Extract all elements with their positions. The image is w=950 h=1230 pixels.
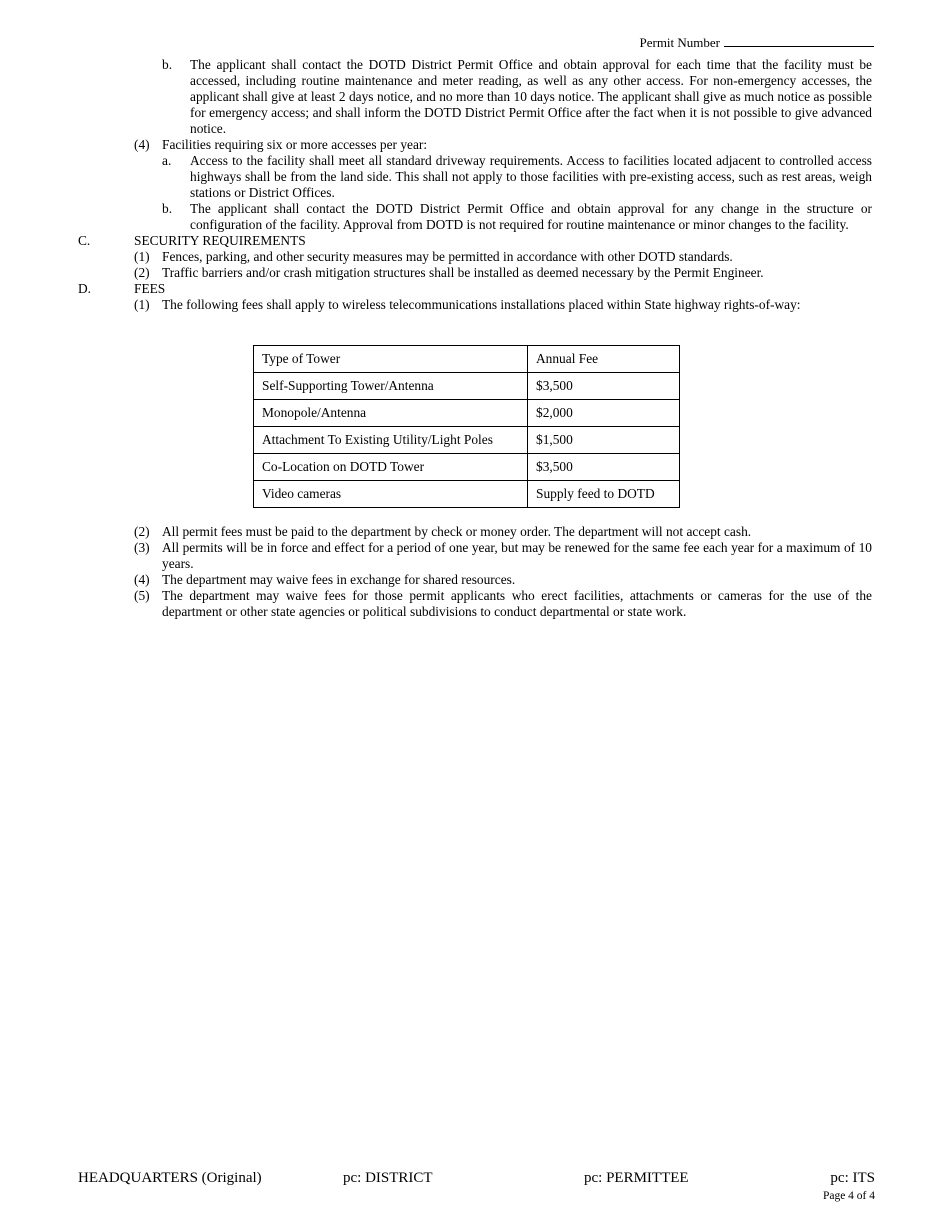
footer-headquarters: HEADQUARTERS (Original)	[78, 1170, 262, 1186]
permit-number-blank	[724, 34, 874, 47]
footer-district: pc: DISTRICT	[343, 1170, 433, 1186]
item-text: The department may waive fees in exchange for shared resources.	[162, 572, 516, 587]
item-text: Facilities requiring six or more accesses per year:	[162, 137, 428, 152]
table-row	[254, 481, 680, 508]
header-type-of-tower: Type of Tower	[254, 346, 528, 373]
fees-item-4	[78, 572, 872, 588]
fee-cell: $3,500	[528, 454, 680, 481]
item-text: The applicant shall contact the DOTD District Permit Office and obtain approval for any change in the structure or configuration of the facility. Approval from DOTD is not required for routine maintenance or minor changes to the facility.	[190, 201, 872, 232]
section-marker: D.	[78, 281, 92, 296]
security-item-2	[78, 265, 872, 281]
fee-cell: $2,000	[528, 400, 680, 427]
footer-permittee: pc: PERMITTEE	[584, 1170, 689, 1186]
item-marker: (2)	[134, 524, 150, 539]
item-marker: a.	[162, 153, 172, 168]
fees-item-5	[78, 588, 872, 620]
item-text: The applicant shall contact the DOTD District Permit Office and obtain approval for each time that the facility must be accessed, including routine maintenance and meter reading, as well as any other access. For non-emergency accesses, the applicant shall give at least 2 days notice, and no more than 10 days notice. The applicant shall give as much notice as possible for emergency access; and shall inform the DOTD District Permit Office after the fact when it is not possible to give advanced notice.	[190, 57, 872, 136]
item-text: The following fees shall apply to wireless telecommunications installations placed within State highway rights-of-way:	[162, 297, 801, 312]
tower-type-cell: Attachment To Existing Utility/Light Poles	[254, 427, 528, 454]
section-fees-heading	[78, 281, 872, 297]
section-heading: SECURITY REQUIREMENTS	[134, 233, 306, 248]
item-text: All permits will be in force and effect for a period of one year, but may be renewed for the same fee each year for a maximum of 10 years.	[162, 540, 872, 571]
table-row	[254, 400, 680, 427]
table-row	[254, 373, 680, 400]
item-text: Traffic barriers and/or crash mitigation structures shall be installed as deemed necessary by the Permit Engineer.	[162, 265, 764, 280]
item-text: Fences, parking, and other security measures may be permitted in accordance with other DOTD standards.	[162, 249, 733, 264]
item-marker: (1)	[134, 297, 150, 312]
item-text: Access to the facility shall meet all standard driveway requirements. Access to facilities located adjacent to controlled access highways shall be from the land side. This shall not apply to those facilities with pre-existing access, such as rest areas, weigh stations or District Offices.	[190, 153, 872, 200]
header-annual-fee: Annual Fee	[528, 346, 680, 373]
fee-cell: $3,500	[528, 373, 680, 400]
tower-type-cell: Co-Location on DOTD Tower	[254, 454, 528, 481]
item-marker: (2)	[134, 265, 150, 280]
tower-type-cell: Self-Supporting Tower/Antenna	[254, 373, 528, 400]
page-number: Page 4 of 4	[822, 1190, 875, 1202]
access-item-4	[78, 137, 872, 153]
item-text: All permit fees must be paid to the department by check or money order. The department will not accept cash.	[162, 524, 752, 539]
item-marker: (5)	[134, 588, 150, 603]
item-marker: (4)	[134, 137, 150, 152]
item-text: The department may waive fees for those permit applicants who erect facilities, attachments or cameras for the use of the department or other state agencies or political subdivisions to conduct departmental or state work.	[162, 588, 872, 619]
fees-item-1	[78, 297, 872, 313]
access-item-4b	[78, 201, 872, 233]
item-marker: b.	[162, 201, 173, 216]
main-content	[78, 57, 872, 313]
table-row	[254, 427, 680, 454]
fees-item-3	[78, 540, 872, 572]
fee-table-header-row	[254, 346, 680, 373]
tower-type-cell: Monopole/Antenna	[254, 400, 528, 427]
section-heading: FEES	[134, 281, 166, 296]
tower-type-cell: Video cameras	[254, 481, 528, 508]
fee-cell: $1,500	[528, 427, 680, 454]
footer-its: pc: ITS	[830, 1170, 875, 1186]
fee-table	[253, 345, 680, 508]
item-marker: b.	[162, 57, 173, 72]
item-marker: (1)	[134, 249, 150, 264]
fee-cell: Supply feed to DOTD	[528, 481, 680, 508]
security-item-1	[78, 249, 872, 265]
access-item-4a	[78, 153, 872, 201]
fees-items	[78, 524, 872, 620]
permit-number-label: Permit Number	[639, 35, 720, 50]
item-marker: (3)	[134, 540, 150, 555]
fees-item-2	[78, 524, 872, 540]
permit-number-field	[639, 34, 874, 51]
access-item-b-continued	[78, 57, 872, 137]
section-marker: C.	[78, 233, 91, 248]
table-row	[254, 454, 680, 481]
section-security-heading	[78, 233, 872, 249]
item-marker: (4)	[134, 572, 150, 587]
